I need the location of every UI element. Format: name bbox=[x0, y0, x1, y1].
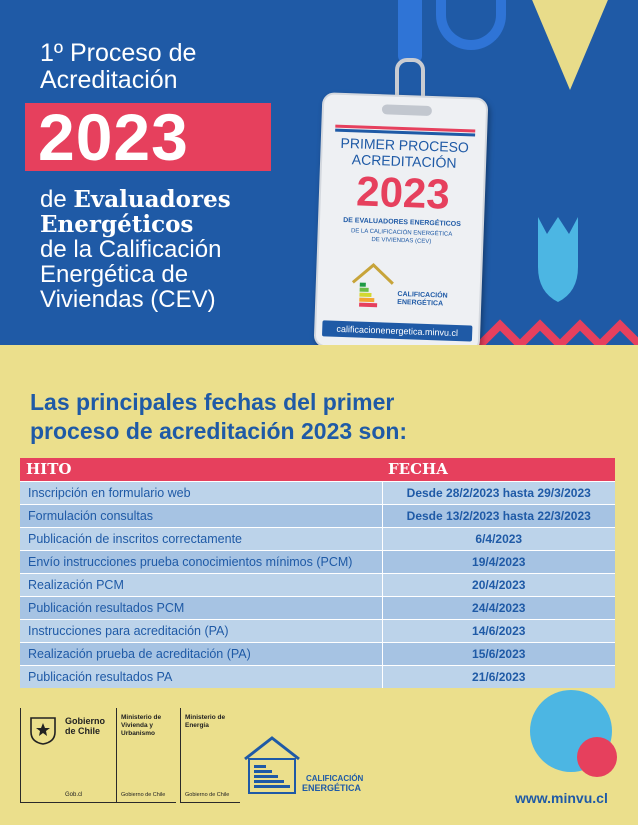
hito-cell: Realización prueba de acreditación (PA) bbox=[20, 642, 382, 665]
gob-line-1: Gobierno bbox=[65, 716, 105, 726]
subtitle-prefix: de bbox=[40, 186, 74, 213]
badge-title bbox=[322, 134, 487, 172]
badge-title-line-1: PRIMER PROCESO bbox=[340, 134, 470, 156]
decorative-triangle bbox=[530, 0, 610, 90]
hito-cell: Instrucciones para acreditación (PA) bbox=[20, 619, 382, 642]
badge-logo-text-1: CALIFICACIÓN bbox=[397, 290, 448, 300]
energia-logo bbox=[180, 708, 240, 803]
table-row bbox=[20, 596, 615, 619]
column-header-hito: HITO bbox=[20, 458, 382, 481]
hito-cell: Publicación resultados PA bbox=[20, 665, 382, 688]
table-header-row bbox=[20, 458, 615, 481]
subtitle-line-3: de la Calificación bbox=[40, 236, 222, 263]
section-heading-line-1: Las principales fechas del primer bbox=[30, 389, 395, 415]
fecha-cell: 24/4/2023 bbox=[382, 596, 615, 619]
fecha-cell: 19/4/2023 bbox=[382, 550, 615, 573]
fecha-cell: 21/6/2023 bbox=[382, 665, 615, 688]
fecha-cell: 20/4/2023 bbox=[382, 573, 615, 596]
calificacion-energetica-logo bbox=[242, 735, 372, 797]
table-row bbox=[20, 481, 615, 504]
hito-cell: Publicación de inscritos correctamente bbox=[20, 527, 382, 550]
badge-sub-2: DE LA CALIFICACIÓN ENERGÉTICA bbox=[350, 228, 453, 238]
title-block bbox=[40, 40, 196, 94]
decorative-circle-red bbox=[577, 737, 617, 777]
column-header-fecha: FECHA bbox=[382, 458, 615, 481]
section-heading-line-2: proceso de acreditación 2023 son: bbox=[30, 418, 408, 444]
decorative-tulip-shape bbox=[533, 212, 583, 307]
gobierno-de-chile-logo bbox=[20, 708, 120, 803]
table-row bbox=[20, 527, 615, 550]
subtitle-block bbox=[40, 187, 300, 312]
minvu-logo bbox=[116, 708, 176, 803]
table-row bbox=[20, 665, 615, 688]
section-heading bbox=[30, 388, 610, 446]
dates-table bbox=[20, 458, 615, 688]
badge-logo-text-2: ENERGÉTICA bbox=[397, 298, 444, 308]
hito-cell: Inscripción en formulario web bbox=[20, 481, 382, 504]
table-row bbox=[20, 550, 615, 573]
minvu-foot: Gobierno de Chile bbox=[121, 792, 166, 798]
lanyard-loop bbox=[436, 0, 506, 50]
subtitle-line-4: Energética de bbox=[40, 261, 189, 288]
subtitle-bold-1: Evaluadores bbox=[73, 186, 231, 213]
website-link[interactable]: www.minvu.cl bbox=[515, 790, 608, 806]
gob-foot: Gob.cl bbox=[65, 792, 83, 798]
table-row bbox=[20, 619, 615, 642]
fecha-cell: 14/6/2023 bbox=[382, 619, 615, 642]
table-row bbox=[20, 573, 615, 596]
year-title: 2023 bbox=[38, 100, 189, 174]
table-row bbox=[20, 504, 615, 527]
cev-logo-text-1: CALIFICACIÓN bbox=[306, 774, 364, 783]
subtitle-bold-2: Energéticos bbox=[40, 211, 194, 238]
badge-url: calificacionenergetica.minvu.cl bbox=[322, 320, 472, 341]
hito-cell: Formulación consultas bbox=[20, 504, 382, 527]
fecha-cell: 6/4/2023 bbox=[382, 527, 615, 550]
chile-shield-icon bbox=[27, 714, 59, 746]
id-badge bbox=[314, 92, 489, 353]
energy-rating-house-icon bbox=[347, 260, 459, 314]
minvu-line-2: Vivienda y bbox=[121, 722, 154, 729]
minvu-line-1: Ministerio de bbox=[121, 714, 162, 721]
table-row bbox=[20, 642, 615, 665]
fecha-cell: Desde 28/2/2023 hasta 29/3/2023 bbox=[382, 481, 615, 504]
badge-sub-1: DE EVALUADORES ENERGÉTICOS bbox=[343, 216, 461, 229]
badge-slot bbox=[382, 104, 432, 116]
hito-cell: Envío instrucciones prueba conocimientos mínimos (PCM) bbox=[20, 550, 382, 573]
fecha-cell: Desde 13/2/2023 hasta 22/3/2023 bbox=[382, 504, 615, 527]
subtitle-line-5: Viviendas (CEV) bbox=[40, 286, 216, 313]
fecha-cell: 15/6/2023 bbox=[382, 642, 615, 665]
energia-line-1: Ministerio de bbox=[185, 714, 226, 721]
badge-sub-3: DE VIVIENDAS (CEV) bbox=[371, 236, 432, 246]
energia-line-2: Energía bbox=[185, 722, 209, 729]
hito-cell: Realización PCM bbox=[20, 573, 382, 596]
badge-title-line-2: ACREDITACIÓN bbox=[351, 151, 457, 171]
lanyard-strap bbox=[398, 0, 422, 62]
title-line-2: Acreditación bbox=[40, 66, 178, 94]
minvu-line-3: Urbanismo bbox=[121, 730, 155, 737]
title-line-1: 1º Proceso de bbox=[40, 39, 197, 67]
badge-year: 2023 bbox=[355, 167, 451, 218]
energia-foot: Gobierno de Chile bbox=[185, 792, 230, 798]
hito-cell: Publicación resultados PCM bbox=[20, 596, 382, 619]
cev-logo-text-2: ENERGÉTICA bbox=[302, 783, 362, 793]
badge-sub-block bbox=[323, 226, 479, 247]
gob-line-2: de Chile bbox=[65, 726, 101, 736]
